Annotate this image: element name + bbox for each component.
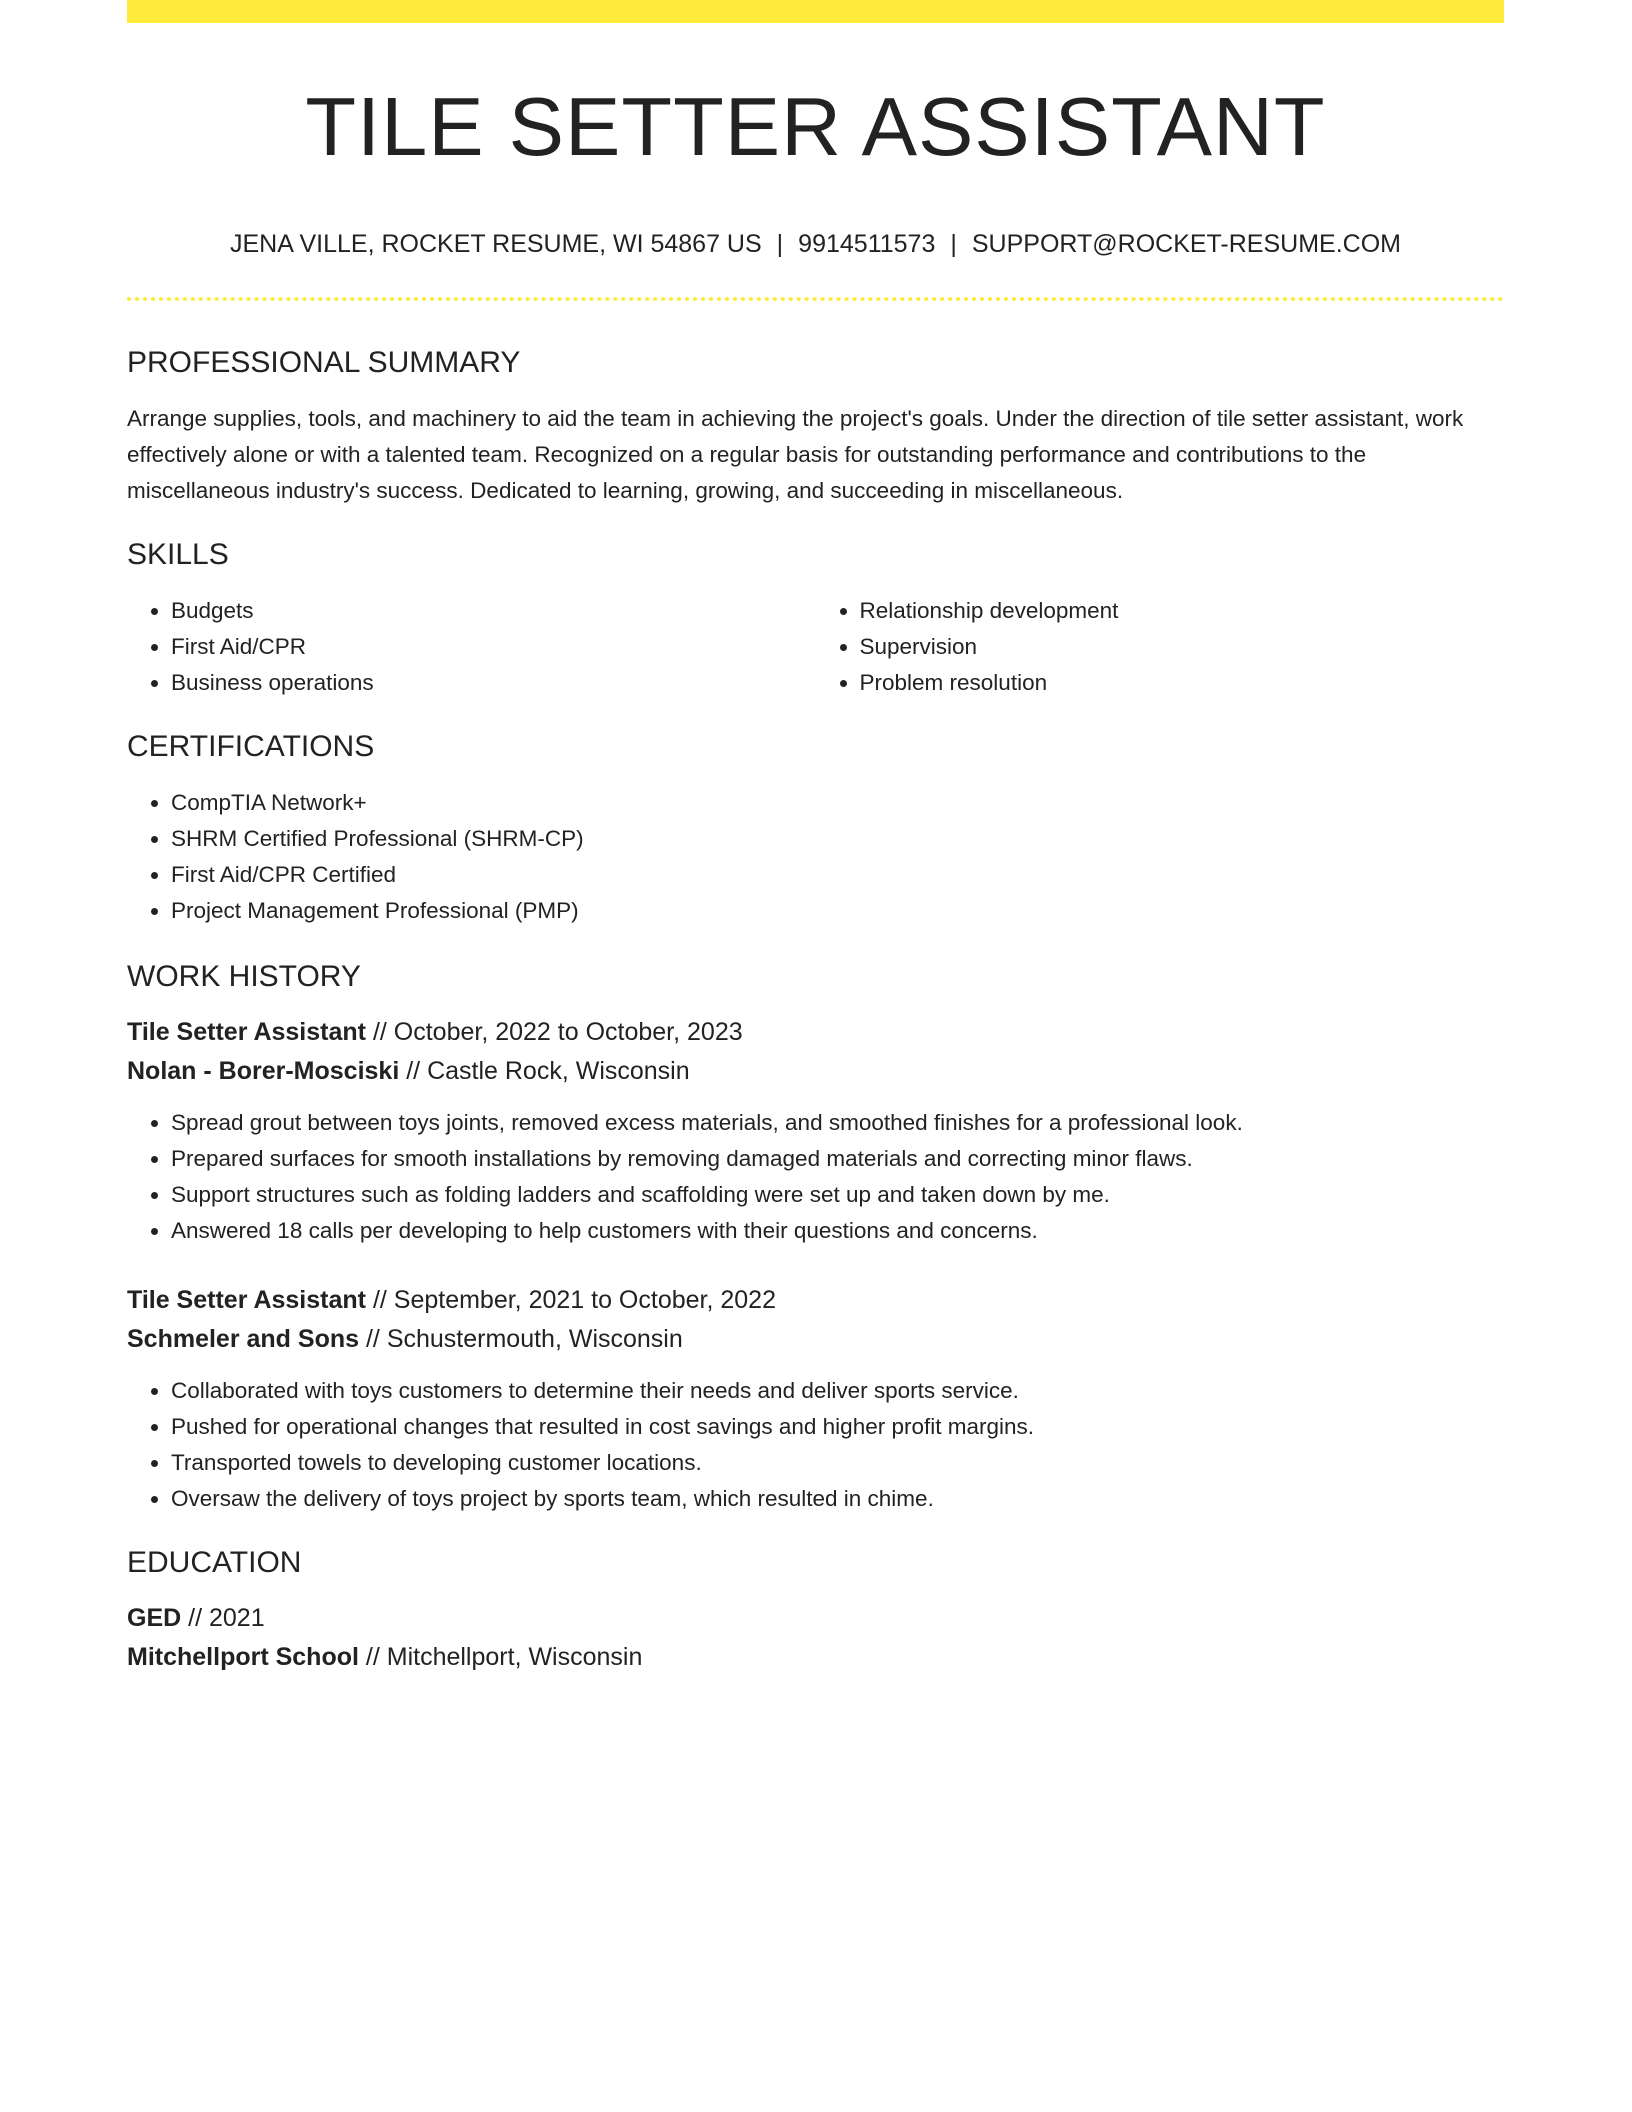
job-title-line: [127, 1281, 1504, 1320]
job-bullets: [127, 1373, 1504, 1517]
skills-column-left: [127, 593, 816, 701]
contact-separator: |: [950, 230, 957, 259]
job-location: // Schustermouth, Wisconsin: [365, 1324, 683, 1353]
education-degree-line: [127, 1599, 1504, 1638]
summary-heading: PROFESSIONAL SUMMARY: [127, 345, 521, 379]
job-bullets: [127, 1105, 1504, 1249]
skill-item: • Problem resolution: [860, 665, 1505, 701]
skills-column-right: [816, 593, 1505, 701]
job-bullet: • Prepared surfaces for smooth installations by removing damaged materials and correcting minor flaws.: [171, 1141, 1504, 1177]
education-year: // 2021: [188, 1603, 265, 1632]
education-entry: [127, 1599, 1504, 1677]
job-bullet: • Support structures such as folding ladders and scaffolding were set up and taken down by me.: [171, 1177, 1504, 1213]
job-title-line: [127, 1013, 1504, 1052]
job-title: Tile Setter Assistant: [127, 1285, 366, 1314]
skill-item: • First Aid/CPR: [171, 629, 816, 665]
job-bullet: • Oversaw the delivery of toys project by sports team, which resulted in chime.: [171, 1481, 1504, 1517]
job-bullet: • Pushed for operational changes that resulted in cost savings and higher profit margins.: [171, 1409, 1504, 1445]
contact-address: JENA VILLE, ROCKET RESUME, WI 54867 US: [230, 230, 762, 259]
accent-top-bar: [127, 0, 1504, 23]
resume-page: [127, 0, 1504, 1677]
job-bullet: • Transported towels to developing customer locations.: [171, 1445, 1504, 1481]
education-school: Mitchellport School: [127, 1642, 359, 1671]
skill-item: • Relationship development: [860, 593, 1505, 629]
certification-item: • SHRM Certified Professional (SHRM-CP): [171, 821, 1504, 857]
contact-line: [127, 228, 1504, 261]
job-dates: // October, 2022 to October, 2023: [372, 1017, 743, 1046]
certification-item: • CompTIA Network+: [171, 785, 1504, 821]
dotted-divider: [127, 297, 1504, 301]
skill-item: • Supervision: [860, 629, 1505, 665]
job-title: Tile Setter Assistant: [127, 1017, 366, 1046]
job-company-line: [127, 1320, 1504, 1359]
certification-item: • First Aid/CPR Certified: [171, 857, 1504, 893]
job-entry: [127, 1281, 1504, 1517]
contact-phone: 9914511573: [798, 230, 936, 259]
resume-title: TILE SETTER ASSISTANT: [305, 80, 1326, 173]
education-heading: EDUCATION: [127, 1545, 302, 1579]
job-company: Schmeler and Sons: [127, 1324, 360, 1353]
job-bullet: • Spread grout between toys joints, removed excess materials, and smoothed finishes for a professional look.: [171, 1105, 1504, 1141]
education-location: // Mitchellport, Wisconsin: [365, 1642, 643, 1671]
skills-list: [127, 593, 1504, 701]
job-location: // Castle Rock, Wisconsin: [406, 1056, 690, 1085]
job-company: Nolan - Borer-Mosciski: [127, 1056, 400, 1085]
job-bullet: • Answered 18 calls per developing to help customers with their questions and concerns.: [171, 1213, 1504, 1249]
job-company-line: [127, 1052, 1504, 1091]
job-dates: // September, 2021 to October, 2022: [372, 1285, 776, 1314]
skill-item: • Budgets: [171, 593, 816, 629]
work-history-heading: WORK HISTORY: [127, 959, 361, 993]
certification-item: • Project Management Professional (PMP): [171, 893, 1504, 929]
summary-text: Arrange supplies, tools, and machinery to aid the team in achieving the project's goals. Under the direction of tile setter assistant, work effectively alone or with a talented team. Recognized on a regular basis for outstanding performance and contributions to the miscellaneous industry's success. Dedicated to learning, growing, and succeeding in miscellaneous.: [127, 405, 1464, 503]
contact-email: SUPPORT@ROCKET-RESUME.COM: [971, 230, 1401, 259]
job-entry: [127, 1013, 1504, 1249]
contact-separator: |: [776, 230, 784, 259]
job-bullet: • Collaborated with toys customers to determine their needs and deliver sports service.: [171, 1373, 1504, 1409]
certifications-list: [127, 785, 1504, 929]
skill-item: • Business operations: [171, 665, 816, 701]
education-school-line: [127, 1638, 1504, 1677]
skills-heading: SKILLS: [127, 537, 229, 571]
certifications-heading: CERTIFICATIONS: [127, 729, 375, 763]
education-degree: GED: [127, 1603, 182, 1632]
